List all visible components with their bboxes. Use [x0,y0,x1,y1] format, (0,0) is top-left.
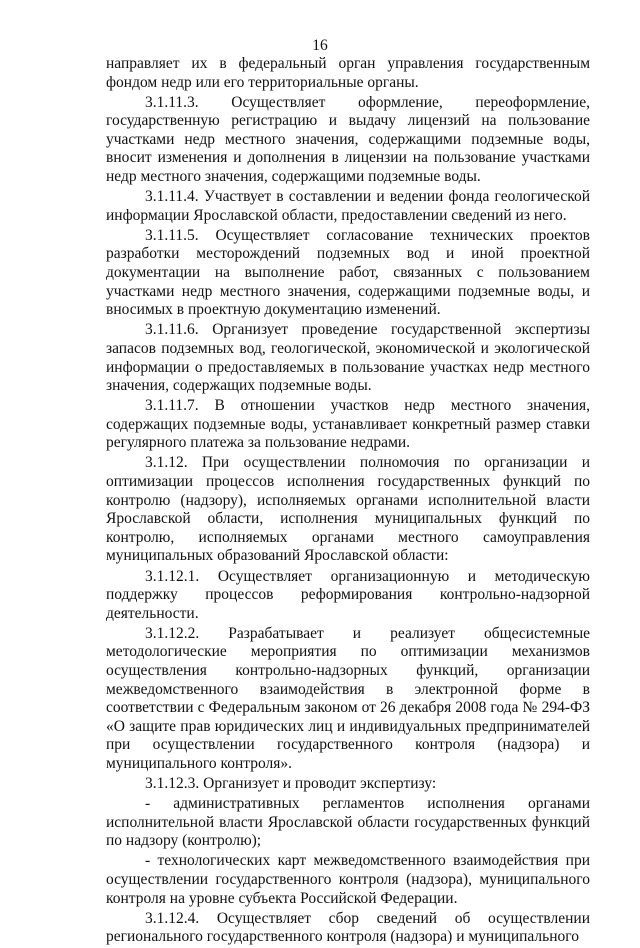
page-number: 16 [312,37,328,54]
paragraph-3-1-12-1: 3.1.12.1. Осуществляет организационную и методическую поддержку процессов реформирования контрольно-надзорной деятельности. [106,567,590,622]
paragraph-3-1-11-7: 3.1.11.7. В отношении участков недр местного значения, содержащих подземные воды, устанавливает конкретный размер ставки регулярного платежа за пользование недрами. [106,397,590,452]
paragraph-3-1-11-4: 3.1.11.4. Участвует в составлении и ведении фонда геологической информации Ярославской области, предоставлении сведений из него. [106,188,590,224]
paragraph-3-1-12: 3.1.12. При осуществлении полномочия по организации и оптимизации процессов исполнения государственных функций по контролю (надзору), исполняемых органами исполнительной власти Ярославской области, исполнения муниципальных функций по контролю, исполняемых органами местного самоуправления муниципальных образований Ярославской области: [106,454,590,565]
paragraph-3-1-11-6: 3.1.11.6. Организует проведение государственной экспертизы запасов подземных вод, геологической, экономической и экологической информации о предоставляемых в пользование участках недр местного значения, содержащих подземные воды. [106,321,590,395]
paragraph-3-1-11-3: 3.1.11.3. Осуществляет оформление, переоформление, государственную регистрацию и выдачу лицензий на пользование участками недр местного значения, содержащими подземные воды, вносит изменения и дополнения в лицензии на пользование участками недр местного значения, содержащими подземные воды. [106,93,590,186]
paragraph-continuation: направляет их в федеральный орган управления государственным фондом недр или его территориальные органы. [106,55,590,91]
paragraph-3-1-11-5: 3.1.11.5. Осуществляет согласование технических проектов разработки месторождений подземных вод и иной проектной документации на выполнение работ, связанных с пользованием участками недр местного значения, содержащими подземные воды, и вносимых в проектную документацию изменений. [106,226,590,319]
list-item-regulations: - административных регламентов исполнения органами исполнительной власти Ярославской области государственных функций по надзору (контролю); [106,795,590,850]
paragraph-3-1-12-3: 3.1.12.3. Организует и проводит экспертизу: [145,775,437,793]
document-body [106,55,590,948]
paragraph-3-1-12-4: 3.1.12.4. Осуществляет сбор сведений об осуществлении регионального государственного контроля (надзора) и муниципального [106,909,590,946]
list-item-tech-cards: - технологических карт межведомственного взаимодействия при осуществлении государственного контроля (надзора), муниципального контроля на уровне субъекта Российской Федерации. [106,852,590,907]
paragraph-3-1-12-2: 3.1.12.2. Разрабатывает и реализует общесистемные методологические мероприятия по оптимизации механизмов осуществления контрольно-надзорных функций, организации межведомственного взаимодействия в электронной форме в соответствии с Федеральным законом от 26 декабря 2008 года № 294-ФЗ «О защите прав юридических лиц и индивидуальных предпринимателей при осуществлении государственного контроля (надзора) и муниципального контроля». [106,624,590,772]
